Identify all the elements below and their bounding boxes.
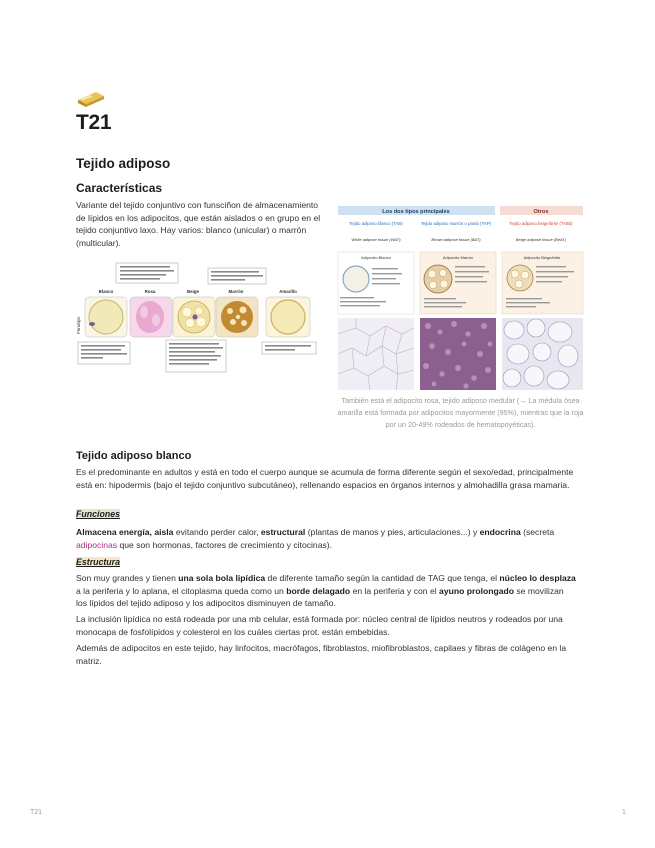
fig-col3-en: Beige adipose tissue (BeAT) xyxy=(515,237,567,242)
fig-header-other: Otros xyxy=(533,209,549,215)
intro-paragraph: Variante del tejido conjuntivo con funsciñon de almacenamiento de lípidos en los adipocitos, que están aislados o en grupo en el tejido conjuntivo laxo. Hay varios: blanco (unicular) o marrón (multicular). xyxy=(76,200,321,248)
footer-doc-label: T21 xyxy=(30,809,43,816)
fig-col3-title: Tejido adiposo beige/brite (TABb) xyxy=(509,221,573,226)
section-paragraph-1: Es el predominante en adultos y está en todo el cuerpo aunque se acumula de forma diferente según el sexo/edad, principalmente está en: hipodermis (bajo el tejido conjuntivo subcutáneo), rellenando espacios en órganos internos y almohadilla grasa mamaria. xyxy=(76,467,574,490)
footer-page-number: 1 xyxy=(622,809,626,816)
col-blanco: Blanco xyxy=(98,289,114,294)
col-marron: Marrón xyxy=(228,289,244,294)
adipocyte-phenotypes-figure xyxy=(76,262,320,380)
section-title: Tejido adiposo blanco xyxy=(76,450,192,462)
subheading: Características xyxy=(76,181,163,195)
section-paragraph-4: Además de adipocitos en este tejido, hay linfocitos, macrófagos, fibroblastos, miofibroblastos, capilaes y fibras de colágeno en la matriz. xyxy=(76,643,567,666)
funciones-label: Funciones xyxy=(76,509,120,519)
fig-col2-en: Brown adipose tissue (BAT) xyxy=(431,237,481,242)
fig-col1-title: Tejido adiposo blanco (TAB) xyxy=(349,221,403,226)
col-amarillo: Amarillo xyxy=(279,289,297,294)
heading: Tejido adiposo xyxy=(76,156,171,171)
butter-icon xyxy=(76,89,108,107)
figure-caption: También está el adipocito rosa, tejido adiposo medular (→ La médula ósea amarilla está formada por adipocitos mayormente (95%), mientras que la roja por un 20-49% rodeados de hematopoyéticas). xyxy=(337,396,584,429)
adipose-types-figure xyxy=(336,204,585,392)
fig-cell1-label: Adipocito Blanco xyxy=(361,255,391,260)
adipocinas-term: adipocinas xyxy=(76,539,118,550)
fig-cell2-label: Adipocito Marrón xyxy=(442,255,474,260)
fig-header-main: Los dos tipos principales xyxy=(382,209,450,215)
estructura-label: Estructura xyxy=(76,557,120,567)
fig-cell3-label: Adipocito Beige/brite xyxy=(523,255,561,260)
estructura-paragraph: Son muy grandes y tienen una sola bola lipídica de diferente tamaño según la cantidad de TAG que tenga, el núcleo lo desplaza a la periferia y lo aplana, el citoplasma queda como un borde delagado en la periferia y con el ayuno prolongado se movilizan los lípidos del tejido adiposo y los adipocitos disminuyen de tamaño. xyxy=(76,573,576,609)
fig-col2-title: Tejido adiposo marrón o pardo (TAP) xyxy=(420,221,492,226)
funciones-paragraph: Almacena energía, aisla evitando perder calor, estructural (plantas de manos y pies, articulaciones...) y endocrina (secreta adipocinas que son hormonas, factores de crecimiento y citocinas). xyxy=(76,527,555,550)
side-label: Fenotipo xyxy=(76,316,81,334)
col-beige: Beige xyxy=(187,289,199,294)
section-paragraph-3: La inclusión lipídica no está rodeada por una mb celular, está formada por: núcleo central de lípidos neutros y rodeados por una monocapa de fosfolípidos y colesterol en los cuáles ciertas prot. están embebidas. xyxy=(76,614,563,637)
fig-col1-en: White adipose tissue (WAT) xyxy=(351,237,401,242)
page-title: T21 xyxy=(76,111,112,134)
col-rosa: Rosa xyxy=(144,289,156,294)
